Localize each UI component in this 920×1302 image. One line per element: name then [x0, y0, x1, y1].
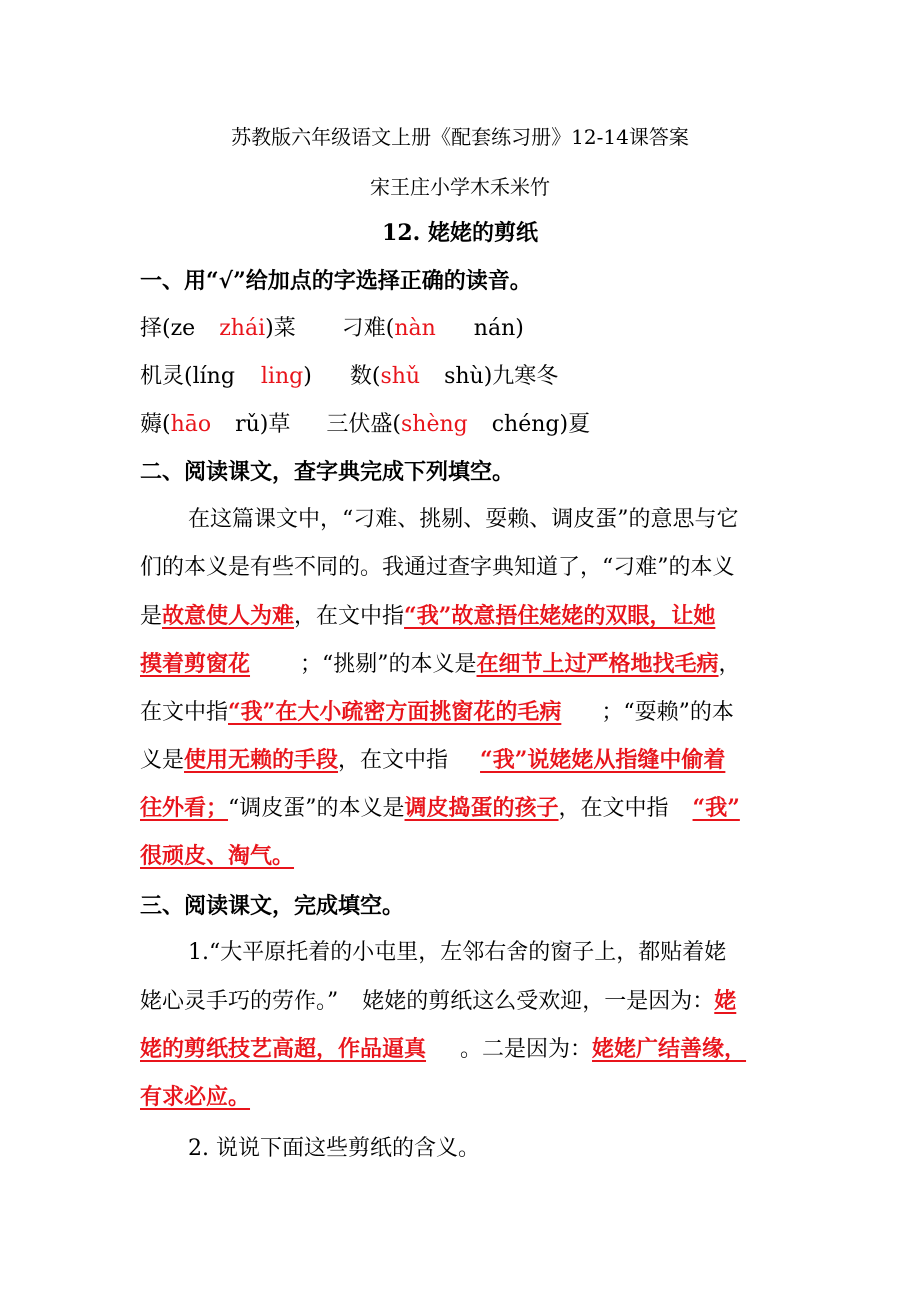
row3-a-post: rǔ)草 [235, 412, 291, 437]
section2-heading: 二、阅读课文，查字典完成下列填空。 [140, 459, 515, 485]
answer-q1-reason1-start: 姥 [714, 988, 737, 1014]
s2-l7-mid: “调皮蛋”的本义是 [228, 796, 405, 821]
s2-line-8 [140, 841, 790, 872]
s2-l6-mid: ，在文中指 [338, 748, 449, 773]
s3-line-3 [140, 1034, 790, 1065]
section1-heading: 一、用“√”给加点的字选择正确的读音。 [140, 268, 532, 294]
answer-tiaoti-meaning: 在细节上过严格地找毛病 [476, 651, 719, 677]
pinyin-row-2 [140, 362, 790, 392]
row1-b-post: nán) [473, 316, 524, 341]
s2-line-7 [140, 793, 790, 824]
author-line: 宋王庄小学木禾米竹 [370, 175, 550, 199]
s3-line-1: 1.“大平原托着的小屯里，左邻右舍的窗子上，都贴着姥 [188, 940, 727, 965]
answer-shualai-context-end: 往外看； [140, 795, 229, 821]
s2-l4-post: ， [718, 652, 741, 677]
row3-b-post: chéng)夏 [491, 412, 591, 437]
s2-l7-post: ，在文中指 [558, 796, 669, 821]
s3-question-2: 2. 说说下面这些剪纸的含义。 [188, 1136, 480, 1161]
s3-line-2 [140, 986, 790, 1017]
s2-l5-pre: 在文中指 [140, 700, 229, 725]
answer-q1-reason2: 姥姥广结善缘， [592, 1036, 747, 1062]
s3-line-4 [140, 1082, 790, 1113]
s2-line-6 [140, 745, 790, 776]
row3-a-pre: 薅( [140, 412, 171, 437]
row2-b-answer: shǔ [380, 364, 421, 389]
s3-l3-mid: 。二是因为： [460, 1037, 593, 1062]
lesson-title: 12. 姥姥的剪纸 [382, 220, 538, 246]
s2-line-1: 在这篇课文中，“刁难、挑剔、耍赖、调皮蛋”的意思与它 [188, 507, 739, 532]
answer-shualai-context: “我”说姥姥从指缝中偷着 [480, 747, 726, 773]
answer-tiaopidan-context-end: 很顽皮、淘气。 [140, 843, 295, 869]
answer-diaonan-context: “我”故意捂住姥姥的双眼，让她 [404, 603, 716, 629]
row2-a-post: ) [303, 364, 312, 389]
row3-b-pre: 三伏盛( [326, 412, 401, 437]
row2-b-post: shù)九寒冬 [444, 364, 559, 389]
s2-l3-pre: 是 [140, 604, 163, 629]
answer-diaonan-context-end: 摸着剪窗花 [140, 651, 251, 677]
row1-a-answer: zhái [219, 316, 266, 341]
section3-heading: 三、阅读课文，完成填空。 [140, 893, 405, 919]
row3-a-answer: hāo [170, 412, 212, 437]
s2-l4-mid: ；“挑剔”的本义是 [300, 652, 477, 677]
s2-l5-post: ；“耍赖”的本 [601, 700, 734, 725]
pinyin-row-1 [140, 314, 790, 344]
answer-tiaopidan-meaning: 调皮捣蛋的孩子 [404, 795, 559, 821]
row3-b-answer: shèng [401, 412, 468, 437]
answer-diaonan-meaning: 故意使人为难 [162, 603, 295, 629]
row1-a-post: )菜 [265, 316, 296, 341]
doc-title: 苏教版六年级语文上册《配套练习册》12-14课答案 [231, 125, 689, 149]
answer-q1-reason2-end: 有求必应。 [140, 1084, 251, 1110]
s3-l2-pre: 姥心灵手巧的劳作。” [140, 989, 339, 1014]
s2-line-5 [140, 697, 790, 728]
row2-b-pre: 数( [349, 364, 381, 389]
answer-q1-reason1: 姥的剪纸技艺高超，作品逼真 [140, 1036, 427, 1062]
s3-l2-mid: 姥姥的剪纸这么受欢迎，一是因为： [362, 989, 715, 1014]
row1-b-answer: nàn [394, 316, 436, 341]
s2-line-3 [140, 601, 790, 632]
row1-a-pre: 择(ze [140, 316, 196, 341]
row2-a-pre: 机灵(líng [140, 364, 235, 389]
row2-a-answer: ling [260, 364, 304, 389]
answer-shualai-meaning: 使用无赖的手段 [184, 747, 339, 773]
s2-line-4 [140, 649, 790, 680]
pinyin-row-3 [140, 410, 790, 440]
row1-b-pre: 刁难( [341, 316, 395, 341]
s2-line-2: 们的本义是有些不同的。我通过查字典知道了，“刁难”的本义 [140, 555, 735, 580]
answer-tiaopidan-context: “我” [692, 795, 740, 821]
s2-l6-pre: 义是 [140, 748, 185, 773]
s2-l3-mid: ，在文中指 [294, 604, 405, 629]
answer-tiaoti-context: “我”在大小疏密方面挑窗花的毛病 [228, 699, 562, 725]
